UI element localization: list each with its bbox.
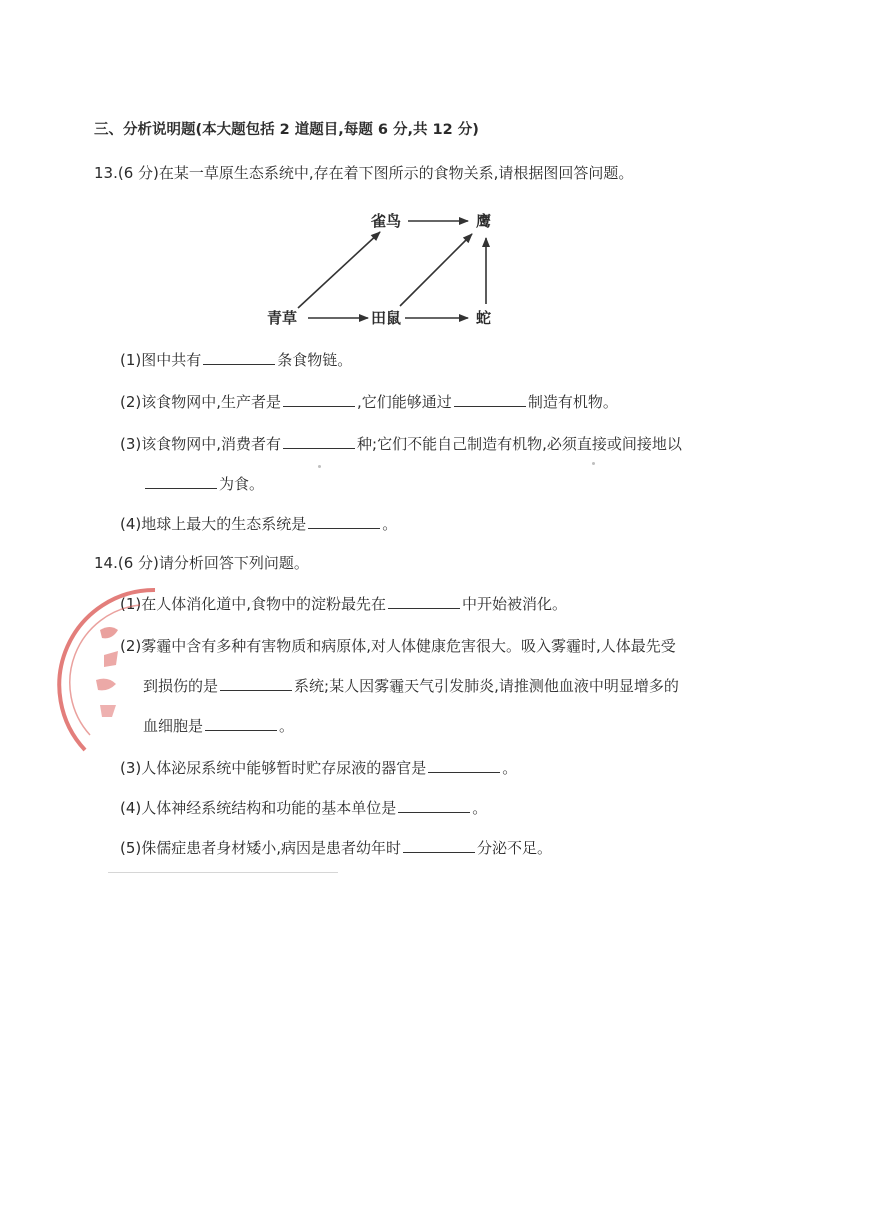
node-sparrow: 雀鸟	[371, 212, 402, 230]
answer-blank[interactable]	[283, 392, 355, 407]
q13-item-4: (4)地球上最大的生态系统是 。	[120, 515, 398, 533]
answer-blank[interactable]	[428, 758, 500, 773]
q14-item-1: (1)在人体消化道中,食物中的淀粉最先在 中开始被消化。	[120, 595, 568, 613]
scan-speck	[318, 465, 321, 468]
node-grass: 青草	[267, 309, 298, 327]
q13-item-3-continued: 为食。	[143, 474, 264, 494]
q13-item-3: (3)该食物网中,消费者有 种;它们不能自己制造有机物,必须直接或间接地以	[120, 435, 682, 453]
answer-blank[interactable]	[203, 350, 275, 365]
node-eagle: 鹰	[476, 212, 492, 230]
q14-item-5: (5)侏儒症患者身材矮小,病因是患者幼年时 分泌不足。	[120, 839, 553, 857]
answer-blank[interactable]	[398, 798, 470, 813]
faint-divider	[108, 872, 338, 873]
answer-blank[interactable]	[308, 514, 380, 529]
q14-item-4: (4)人体神经系统结构和功能的基本单位是 。	[120, 799, 488, 817]
arrow-vole-to-eagle	[400, 234, 472, 306]
answer-blank[interactable]	[454, 392, 526, 407]
answer-blank[interactable]	[205, 716, 277, 731]
question-13-intro: 13.(6 分)在某一草原生态系统中,存在着下图所示的食物关系,请根据图回答问题。	[94, 164, 634, 182]
arrow-grass-to-sparrow	[298, 232, 380, 308]
answer-blank[interactable]	[388, 594, 460, 609]
answer-blank[interactable]	[220, 676, 292, 691]
q13-item-1: (1)图中共有 条食物链。	[120, 351, 353, 369]
q14-item-2-line-2: 到损伤的是 系统;某人因雾霾天气引发肺炎,请推测他血液中明显增多的	[143, 677, 679, 695]
answer-blank[interactable]	[145, 474, 217, 489]
node-snake: 蛇	[476, 309, 492, 327]
scan-speck	[592, 462, 595, 465]
section-header: 三、分析说明题(本大题包括 2 道题目,每题 6 分,共 12 分)	[94, 122, 479, 138]
red-seal-stamp-icon	[30, 560, 160, 760]
q13-item-2: (2)该食物网中,生产者是 ,它们能够通过 制造有机物。	[120, 393, 618, 411]
q14-item-2-line-3: 血细胞是 。	[143, 717, 295, 735]
q14-item-2: (2)雾霾中含有多种有害物质和病原体,对人体健康危害很大。吸入雾霾时,人体最先受	[120, 637, 676, 655]
answer-blank[interactable]	[403, 838, 475, 853]
q14-item-3: (3)人体泌尿系统中能够暂时贮存尿液的器官是 。	[120, 759, 518, 777]
answer-blank[interactable]	[283, 434, 355, 449]
question-14-intro: 14.(6 分)请分析回答下列问题。	[94, 554, 309, 572]
node-vole: 田鼠	[371, 309, 402, 327]
food-web-diagram	[240, 200, 530, 340]
